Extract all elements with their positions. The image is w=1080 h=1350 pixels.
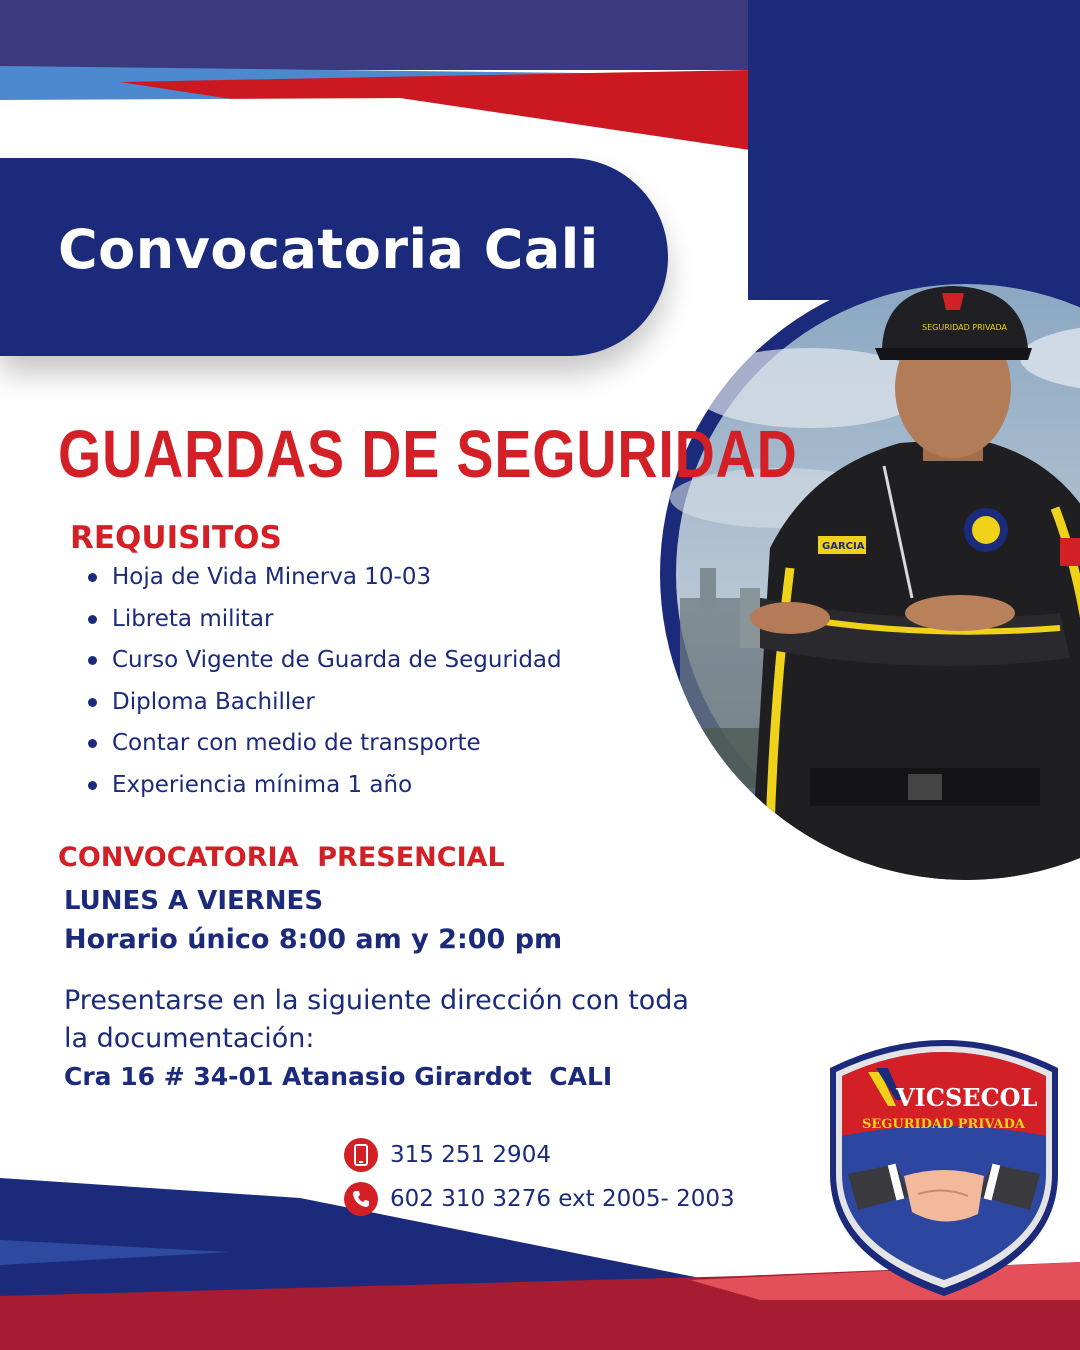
schedule-hours: Horario único 8:00 am y 2:00 pm (64, 924, 563, 955)
address: Cra 16 # 34-01 Atanasio Girardot CALI (64, 1062, 613, 1091)
list-item: Curso Vigente de Guarda de Seguridad (86, 643, 562, 685)
vicsecol-logo (818, 1024, 1070, 1300)
landline-number[interactable]: 602 310 3276 ext 2005- 2003 (390, 1186, 735, 1212)
mobile-contact[interactable] (344, 1138, 551, 1172)
logo-tagline: SEGURIDAD PRIVADA (862, 1117, 1025, 1132)
landline-contact[interactable] (344, 1182, 735, 1216)
requirements-list (86, 560, 562, 810)
list-item: Hoja de Vida Minerva 10-03 (86, 560, 562, 602)
headline: GUARDAS DE SEGURIDAD (58, 417, 798, 492)
list-item: Experiencia mínima 1 año (86, 768, 562, 810)
address-intro: Presentarse en la siguiente dirección con toda la documentación: (64, 985, 689, 1054)
requirements-title: REQUISITOS (70, 520, 282, 556)
logo-name: VICSECOL (896, 1083, 1038, 1112)
list-item: Diploma Bachiller (86, 685, 562, 727)
convocatoria-title: CONVOCATORIA PRESENCIAL (58, 842, 505, 873)
mobile-phone-icon (344, 1138, 378, 1172)
page-title: Convocatoria Cali (58, 218, 599, 281)
name-badge: GARCIA (822, 541, 865, 552)
mobile-number[interactable]: 315 251 2904 (390, 1142, 551, 1168)
schedule-days: LUNES A VIERNES (64, 886, 324, 916)
list-item: Contar con medio de transporte (86, 726, 562, 768)
list-item: Libreta militar (86, 602, 562, 644)
cap-text: SEGURIDAD PRIVADA (922, 323, 1007, 332)
phone-handset-icon (344, 1182, 378, 1216)
